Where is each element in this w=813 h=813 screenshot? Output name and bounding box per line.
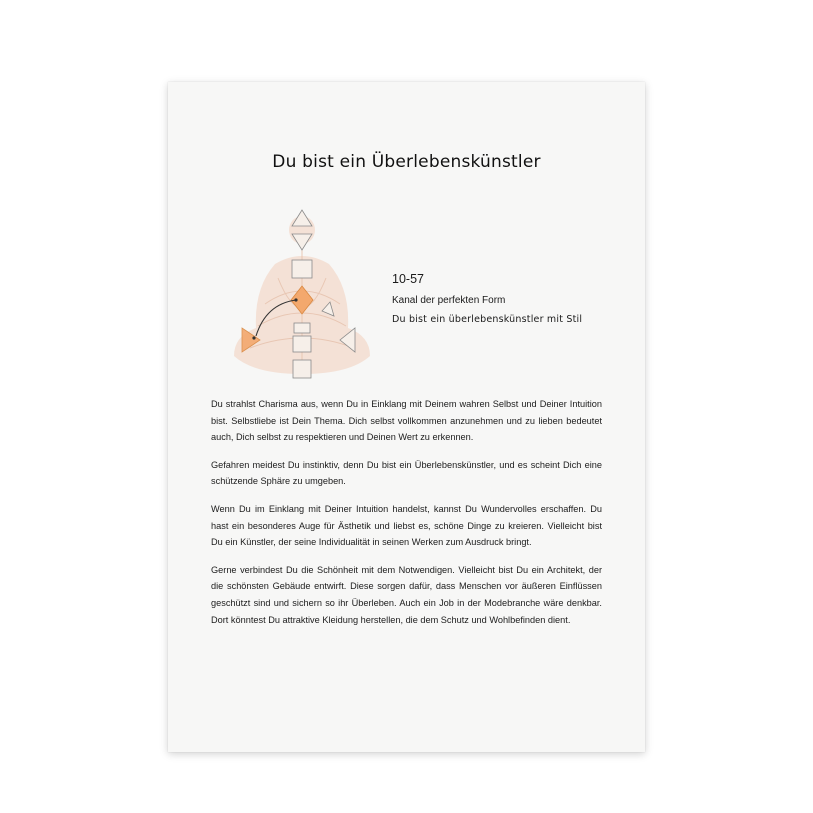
- throat-center: [292, 260, 312, 278]
- head-center: [292, 210, 312, 226]
- ajna-center: [292, 234, 312, 250]
- channel-tagline: Du bist ein überlebenskünstler mit Stil: [392, 314, 583, 325]
- small-center: [294, 323, 310, 333]
- paragraph: Du strahlst Charisma aus, wenn Du in Einklang mit Deinem wahren Selbst und Deiner Intuition bist. Selbstliebe ist Dein Thema. Dich selbst vollkommen anzunehmen und zu lieben bedeutet auch, Dich selbst zu respektieren und Deinen Wert zu erkennen.: [211, 399, 602, 443]
- bodygraph-illustration: [230, 208, 375, 384]
- paragraph: Wenn Du im Einklang mit Deiner Intuition handelst, kannst Du Wundervolles erschaffen. Du hast ein besonderes Auge für Ästhetik und liebst es, schöne Dinge zu kreieren. Vielleicht bist Du ein Künstler, der seine Individualität in seinen Werken zum Ausdruck bringt.: [211, 503, 602, 548]
- channel-code: 10-57: [392, 272, 424, 286]
- root-center: [293, 360, 311, 378]
- channel-info: [392, 272, 582, 325]
- document-page: [168, 82, 645, 752]
- page-title: Du bist ein Überlebenskünstler: [272, 152, 541, 172]
- channel-name: Kanal der perfekten Form: [392, 295, 506, 306]
- paragraph: Gerne verbindest Du die Schönheit mit dem Notwendigen. Vielleicht bist Du ein Architekt, der die schönsten Gebäude entwirft. Diese sorgen dafür, dass Menschen vor äußeren Einflüssen geschützt sind und sichern so ihr Überleben. Auch ein Job in der Modebranche wäre denkbar. Dort könntest Du attraktive Kleidung herstellen, die dem Schutz und Wohlbefinden dient.: [211, 564, 602, 625]
- body-text: [211, 396, 602, 639]
- paragraph: Gefahren meidest Du instinktiv, denn Du bist ein Überlebenskünstler, und es scheint Dich eine schützende Sphäre zu umgeben.: [211, 459, 602, 487]
- sacral-center: [293, 336, 311, 352]
